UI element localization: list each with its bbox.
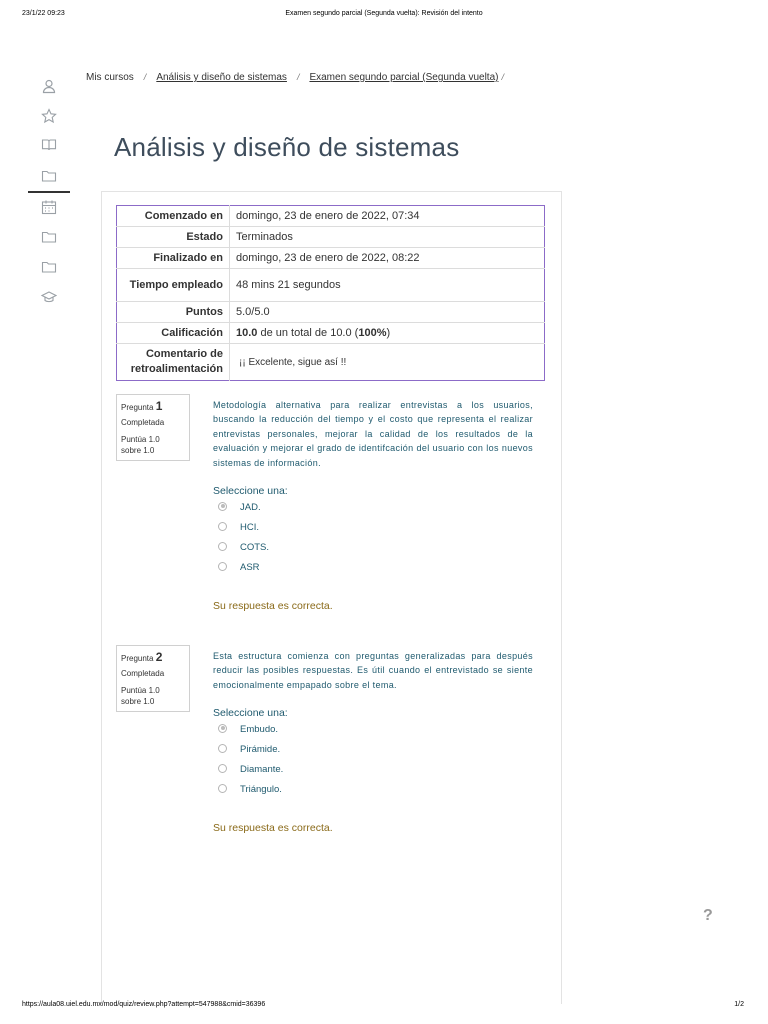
- breadcrumb-separator: /: [143, 72, 147, 82]
- question-number: [121, 399, 189, 413]
- folder-icon[interactable]: [41, 168, 59, 186]
- summary-key: Estado: [117, 227, 230, 248]
- question-number-value: 1: [155, 399, 163, 413]
- answer-option[interactable]: [218, 724, 278, 735]
- answer-option[interactable]: [218, 522, 259, 533]
- summary-row: [117, 269, 545, 302]
- radio-icon[interactable]: [218, 724, 227, 733]
- question-number: [121, 650, 189, 664]
- question-points: Puntúa 1.0 sobre 1.0: [121, 435, 160, 455]
- question-feedback: Su respuesta es correcta.: [213, 822, 333, 834]
- radio-icon[interactable]: [218, 542, 227, 551]
- answer-option[interactable]: [218, 764, 283, 775]
- question-status: Completada: [121, 418, 165, 427]
- summary-grade-value: [230, 323, 545, 344]
- breadcrumb-course[interactable]: Análisis y diseño de sistemas: [156, 72, 287, 83]
- summary-row: [117, 302, 545, 323]
- summary-value: 48 mins 21 segundos: [230, 269, 545, 302]
- radio-icon[interactable]: [218, 784, 227, 793]
- summary-value: Terminados: [230, 227, 545, 248]
- folder-icon[interactable]: [41, 259, 59, 277]
- print-date: 23/1/22 09:23: [22, 10, 65, 17]
- question-label: Pregunta: [121, 654, 154, 663]
- help-icon[interactable]: ?: [703, 907, 713, 924]
- book-icon[interactable]: [41, 137, 59, 155]
- grade-total: de un total de 10.0 (: [257, 327, 359, 339]
- answer-option-label: Pirámide.: [240, 744, 281, 755]
- breadcrumb: [86, 72, 514, 83]
- attempt-summary-table: [116, 205, 545, 381]
- user-icon[interactable]: [41, 78, 59, 96]
- question-feedback: Su respuesta es correcta.: [213, 600, 333, 612]
- summary-key: Finalizado en: [117, 248, 230, 269]
- breadcrumb-separator: /: [501, 72, 504, 82]
- summary-value: ¡¡ Excelente, sigue así !!: [239, 356, 347, 368]
- radio-icon[interactable]: [218, 744, 227, 753]
- summary-key: Comenzado en: [117, 206, 230, 227]
- question-text: Metodología alternativa para realizar entrevistas a los usuarios, buscando la reducción del tiempo y el costo que representa el realizar entrevistas personales, mejorar la calidad de los resultados de la evaluación y mejorar el grado de identifcación del usuario con los nuevos sistemas de información.: [213, 400, 533, 468]
- active-indicator: [28, 191, 70, 193]
- radio-icon[interactable]: [218, 502, 227, 511]
- answer-option-label: COTS.: [240, 542, 270, 553]
- answer-option-label: ASR: [240, 562, 260, 573]
- calendar-icon[interactable]: [41, 199, 59, 217]
- answer-option-label: Triángulo.: [240, 784, 282, 795]
- question-info-1: [116, 394, 190, 461]
- question-status: Completada: [121, 669, 165, 678]
- star-icon[interactable]: [41, 108, 59, 126]
- print-header: [0, 10, 768, 24]
- answer-option[interactable]: [218, 502, 261, 513]
- grade-score: 10.0: [236, 327, 258, 339]
- answer-option-label: Embudo.: [240, 724, 279, 735]
- select-one-label: Seleccione una:: [213, 707, 288, 719]
- question-info-2: [116, 645, 190, 712]
- answer-option[interactable]: [218, 562, 260, 573]
- radio-icon[interactable]: [218, 764, 227, 773]
- print-page-number: 1/2: [734, 1001, 744, 1008]
- grade-close: ): [386, 327, 391, 339]
- question-label: Pregunta: [121, 403, 154, 412]
- answer-option-label: JAD.: [240, 502, 261, 513]
- grade-percent: 100%: [358, 327, 387, 339]
- summary-key: Comentario de retroalimentación: [117, 344, 230, 381]
- graduation-cap-icon[interactable]: [41, 289, 59, 307]
- summary-key: Puntos: [117, 302, 230, 323]
- summary-key: Calificación: [117, 323, 230, 344]
- breadcrumb-separator: /: [296, 72, 300, 82]
- summary-row: [117, 344, 545, 381]
- summary-value: 5.0/5.0: [230, 302, 545, 323]
- summary-row: [117, 248, 545, 269]
- page-title: Análisis y diseño de sistemas: [114, 132, 460, 162]
- question-number-value: 2: [155, 650, 163, 664]
- summary-row: [117, 323, 545, 344]
- radio-icon[interactable]: [218, 522, 227, 531]
- question-text: Esta estructura comienza con preguntas generalizadas para después reducir las posibles respuestas. Es útil cuando el entrevistado se siente emocionalmente empapado sobre el tema.: [213, 651, 533, 690]
- breadcrumb-quiz[interactable]: Examen segundo parcial (Segunda vuelta): [309, 72, 499, 83]
- select-one-label: Seleccione una:: [213, 485, 288, 497]
- radio-icon[interactable]: [218, 562, 227, 571]
- answer-option[interactable]: [218, 744, 280, 755]
- summary-key: Tiempo empleado: [117, 269, 230, 302]
- summary-value: domingo, 23 de enero de 2022, 08:22: [230, 248, 545, 269]
- answer-option-label: Diamante.: [240, 764, 284, 775]
- print-footer: [0, 1001, 768, 1015]
- summary-value: domingo, 23 de enero de 2022, 07:34: [230, 206, 545, 227]
- summary-row: [117, 206, 545, 227]
- folder-icon[interactable]: [41, 229, 59, 247]
- summary-row: [117, 227, 545, 248]
- print-url: https://aula08.uiel.edu.mx/mod/quiz/review.php?attempt=547988&cmid=36396: [22, 1001, 266, 1008]
- breadcrumb-home[interactable]: Mis cursos: [86, 72, 134, 83]
- answer-option[interactable]: [218, 542, 269, 553]
- question-points: Puntúa 1.0 sobre 1.0: [121, 686, 160, 706]
- answer-option[interactable]: [218, 784, 282, 795]
- answer-option-label: HCI.: [240, 522, 259, 533]
- print-title: Examen segundo parcial (Segunda vuelta): Revisión del intento: [285, 10, 483, 17]
